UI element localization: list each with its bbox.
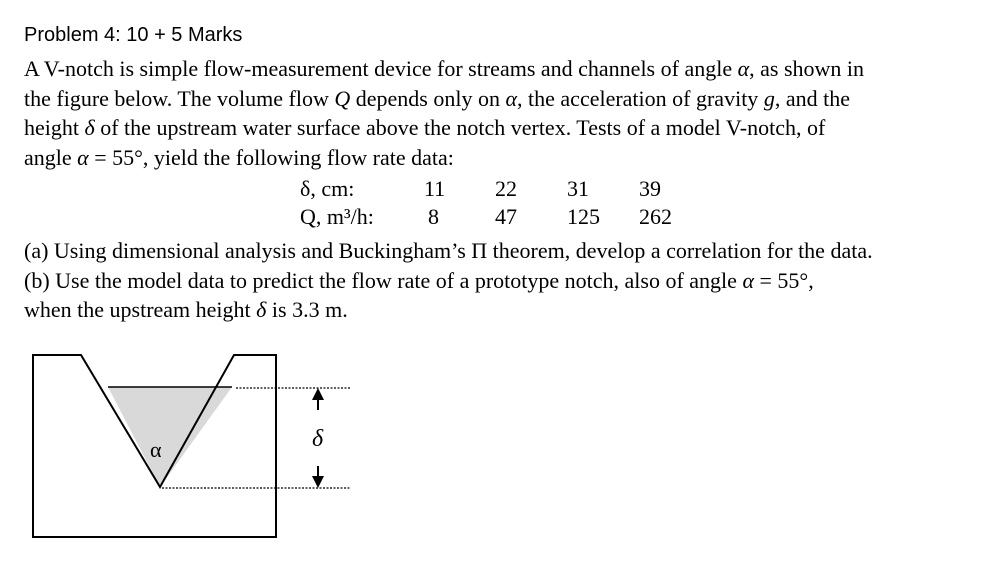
part-a: (a) Using dimensional analysis and Buckingham’s Π theorem, develop a correlation for the data. (24, 238, 873, 263)
table-cell: 125 (567, 204, 600, 229)
table-cell: 39 (639, 176, 661, 201)
statement-line-4: angle α = 55°, yield the following flow rate data: (24, 144, 454, 170)
statement-line-2: the figure below. The volume flow Q depends only on α, the acceleration of gravity g, and the (24, 85, 850, 111)
table-cell: 11 (424, 176, 446, 201)
part-b-line-2: when the upstream height δ is 3.3 m. (24, 297, 348, 322)
arrow-down-icon (312, 476, 324, 488)
table-cell: 31 (567, 176, 589, 201)
statement-line-1: A V-notch is simple flow-measurement device for streams and channels of angle α, as shown in (24, 56, 865, 81)
table-row1-label: δ, cm: (300, 176, 355, 201)
alpha-label: α (150, 437, 162, 462)
table-cell: 22 (495, 176, 517, 201)
table-cell: 262 (639, 204, 672, 229)
arrow-up-icon (312, 388, 324, 400)
statement-line-3: height δ of the upstream water surface above the notch vertex. Tests of a model V-notch, of (24, 115, 826, 140)
table-row2-label: Q, m³/h: (300, 204, 374, 229)
delta-label: δ (312, 426, 324, 452)
problem-heading: Problem 4: 10 + 5 Marks (24, 24, 243, 46)
table-cell: 8 (428, 204, 439, 229)
water-fill (108, 387, 232, 487)
part-b-line-1: (b) Use the model data to predict the flow rate of a prototype notch, also of angle α = 55°, (24, 267, 814, 293)
table-cell: 47 (495, 204, 517, 229)
